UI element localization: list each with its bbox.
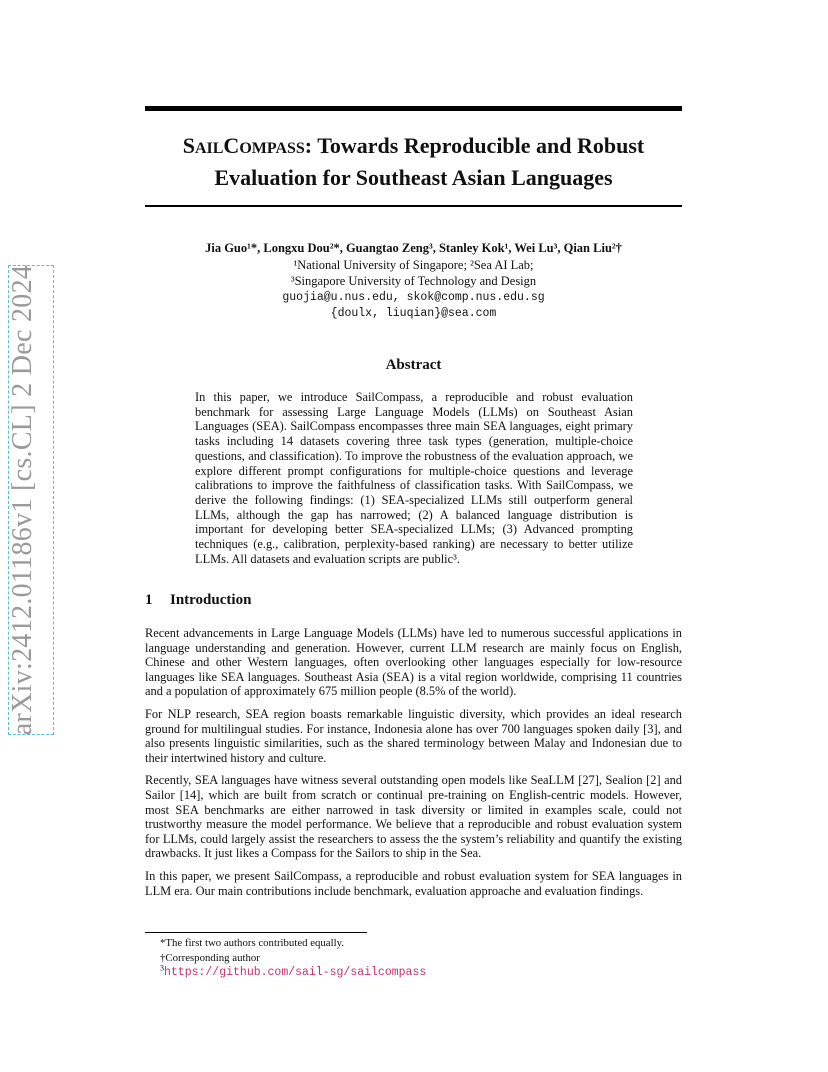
affiliation-line-2: ³Singapore University of Technology and Design <box>290 274 537 288</box>
author-block <box>145 240 682 323</box>
arxiv-id[interactable]: arXiv:2412.01186v1 [cs.CL] 2 Dec 2024 <box>7 264 38 736</box>
author-names: Jia Guo¹*, Longxu Dou²*, Guangtao Zeng³, Stanley Kok¹, Wei Lu³, Qian Liu²† <box>205 241 622 255</box>
paragraph: Recently, SEA languages have witness several outstanding open models like SeaLLM [27], Sealion [2] and Sailor [14], which are built from scratch or continual pre-training on English-centric models. However, most SEA benchmarks are either narrowed in task diversity or limited in examples scale, could not trustworthy measure the model performance. We believe that a reproducible and robust evaluation system for LLMs, could largely assist the researchers to assess the the system’s reliability and quantify the existing drawbacks. It just likes a Compass for the Sailors to ship in the Sea. <box>145 773 682 861</box>
title-top-rule <box>145 106 682 111</box>
footnote-1: *The first two authors contributed equally. <box>160 937 345 949</box>
title-bottom-rule <box>145 205 682 207</box>
footnote-2: †Corresponding author <box>160 951 260 964</box>
affiliation-line-1: ¹National University of Singapore; ²Sea AI Lab; <box>293 257 534 272</box>
email-line-2: {doulx, liuqian}@sea.com <box>330 307 497 320</box>
footnote-rule <box>145 932 367 933</box>
introduction-body <box>145 626 682 906</box>
abstract-heading: Abstract <box>385 357 442 373</box>
footnote-3: $^3$https://github.com/sail-sg/sailcompass <box>160 963 427 979</box>
section-heading-introduction: 1 Introduction <box>145 592 252 608</box>
paragraph: For NLP research, SEA region boasts remarkable linguistic diversity, which provides an ideal research ground for multilingual studies. For instance, Indonesia alone has over 700 languages spoken daily [3], and also presents linguistic similarities, such as the shared terminology between Malay and Indonesian due to their intertwined history and culture. <box>145 706 682 765</box>
paragraph: In this paper, we present SailCompass, a reproducible and robust evaluation system for SEA languages in LLM era. Our main contributions include benchmark, evaluation approache and evaluation findings. <box>145 868 682 898</box>
abstract-text: In this paper, we introduce SailCompass, a reproducible and robust evaluation benchmark for assessing Large Language Models (LLMs) on Southeast Asian Languages (SEA). SailCompass encompasses three main SEA languages, eight primary tasks including 14 datasets covering three task types (generation, multiple-choice questions, and classification). To improve the robustness of the evaluation approach, we explore different prompt configurations for multiple-choice questions and leverage calibrations to improve the faithfulness of classification tasks. With SailCompass, we derive the following findings: (1) SEA-specialized LLMs still outperform general LLMs, although the gap has narrowed; (2) A balanced language distribution is important for developing better SEA-specialized LLMs; (3) Advanced prompting techniques (e.g., calibration, perplexity-based ranking) are necessary to better utilize LLMs. All datasets and evaluation scripts are public³. <box>195 390 633 566</box>
github-link[interactable]: https://github.com/sail-sg/sailcompass <box>164 966 427 979</box>
paragraph: Recent advancements in Large Language Models (LLMs) have led to numerous successful applications in language understanding and generation. However, current LLM research are mainly focus on English, Chinese and other Western languages, often overlooking other languages especially for low-resource languages like SEA languages. Southeast Asia (SEA) is a vital region worldwide, comprising 11 countries and a population of approximately 675 million people (8.5% of the world). <box>145 626 682 699</box>
paper-title: SAILCOMPASS: Towards Reproducible and Robust Evaluation for Southeast Asian Languages <box>182 133 645 190</box>
email-line-1: guojia@u.nus.edu, skok@comp.nus.edu.sg <box>282 290 545 304</box>
footnotes <box>160 936 426 981</box>
